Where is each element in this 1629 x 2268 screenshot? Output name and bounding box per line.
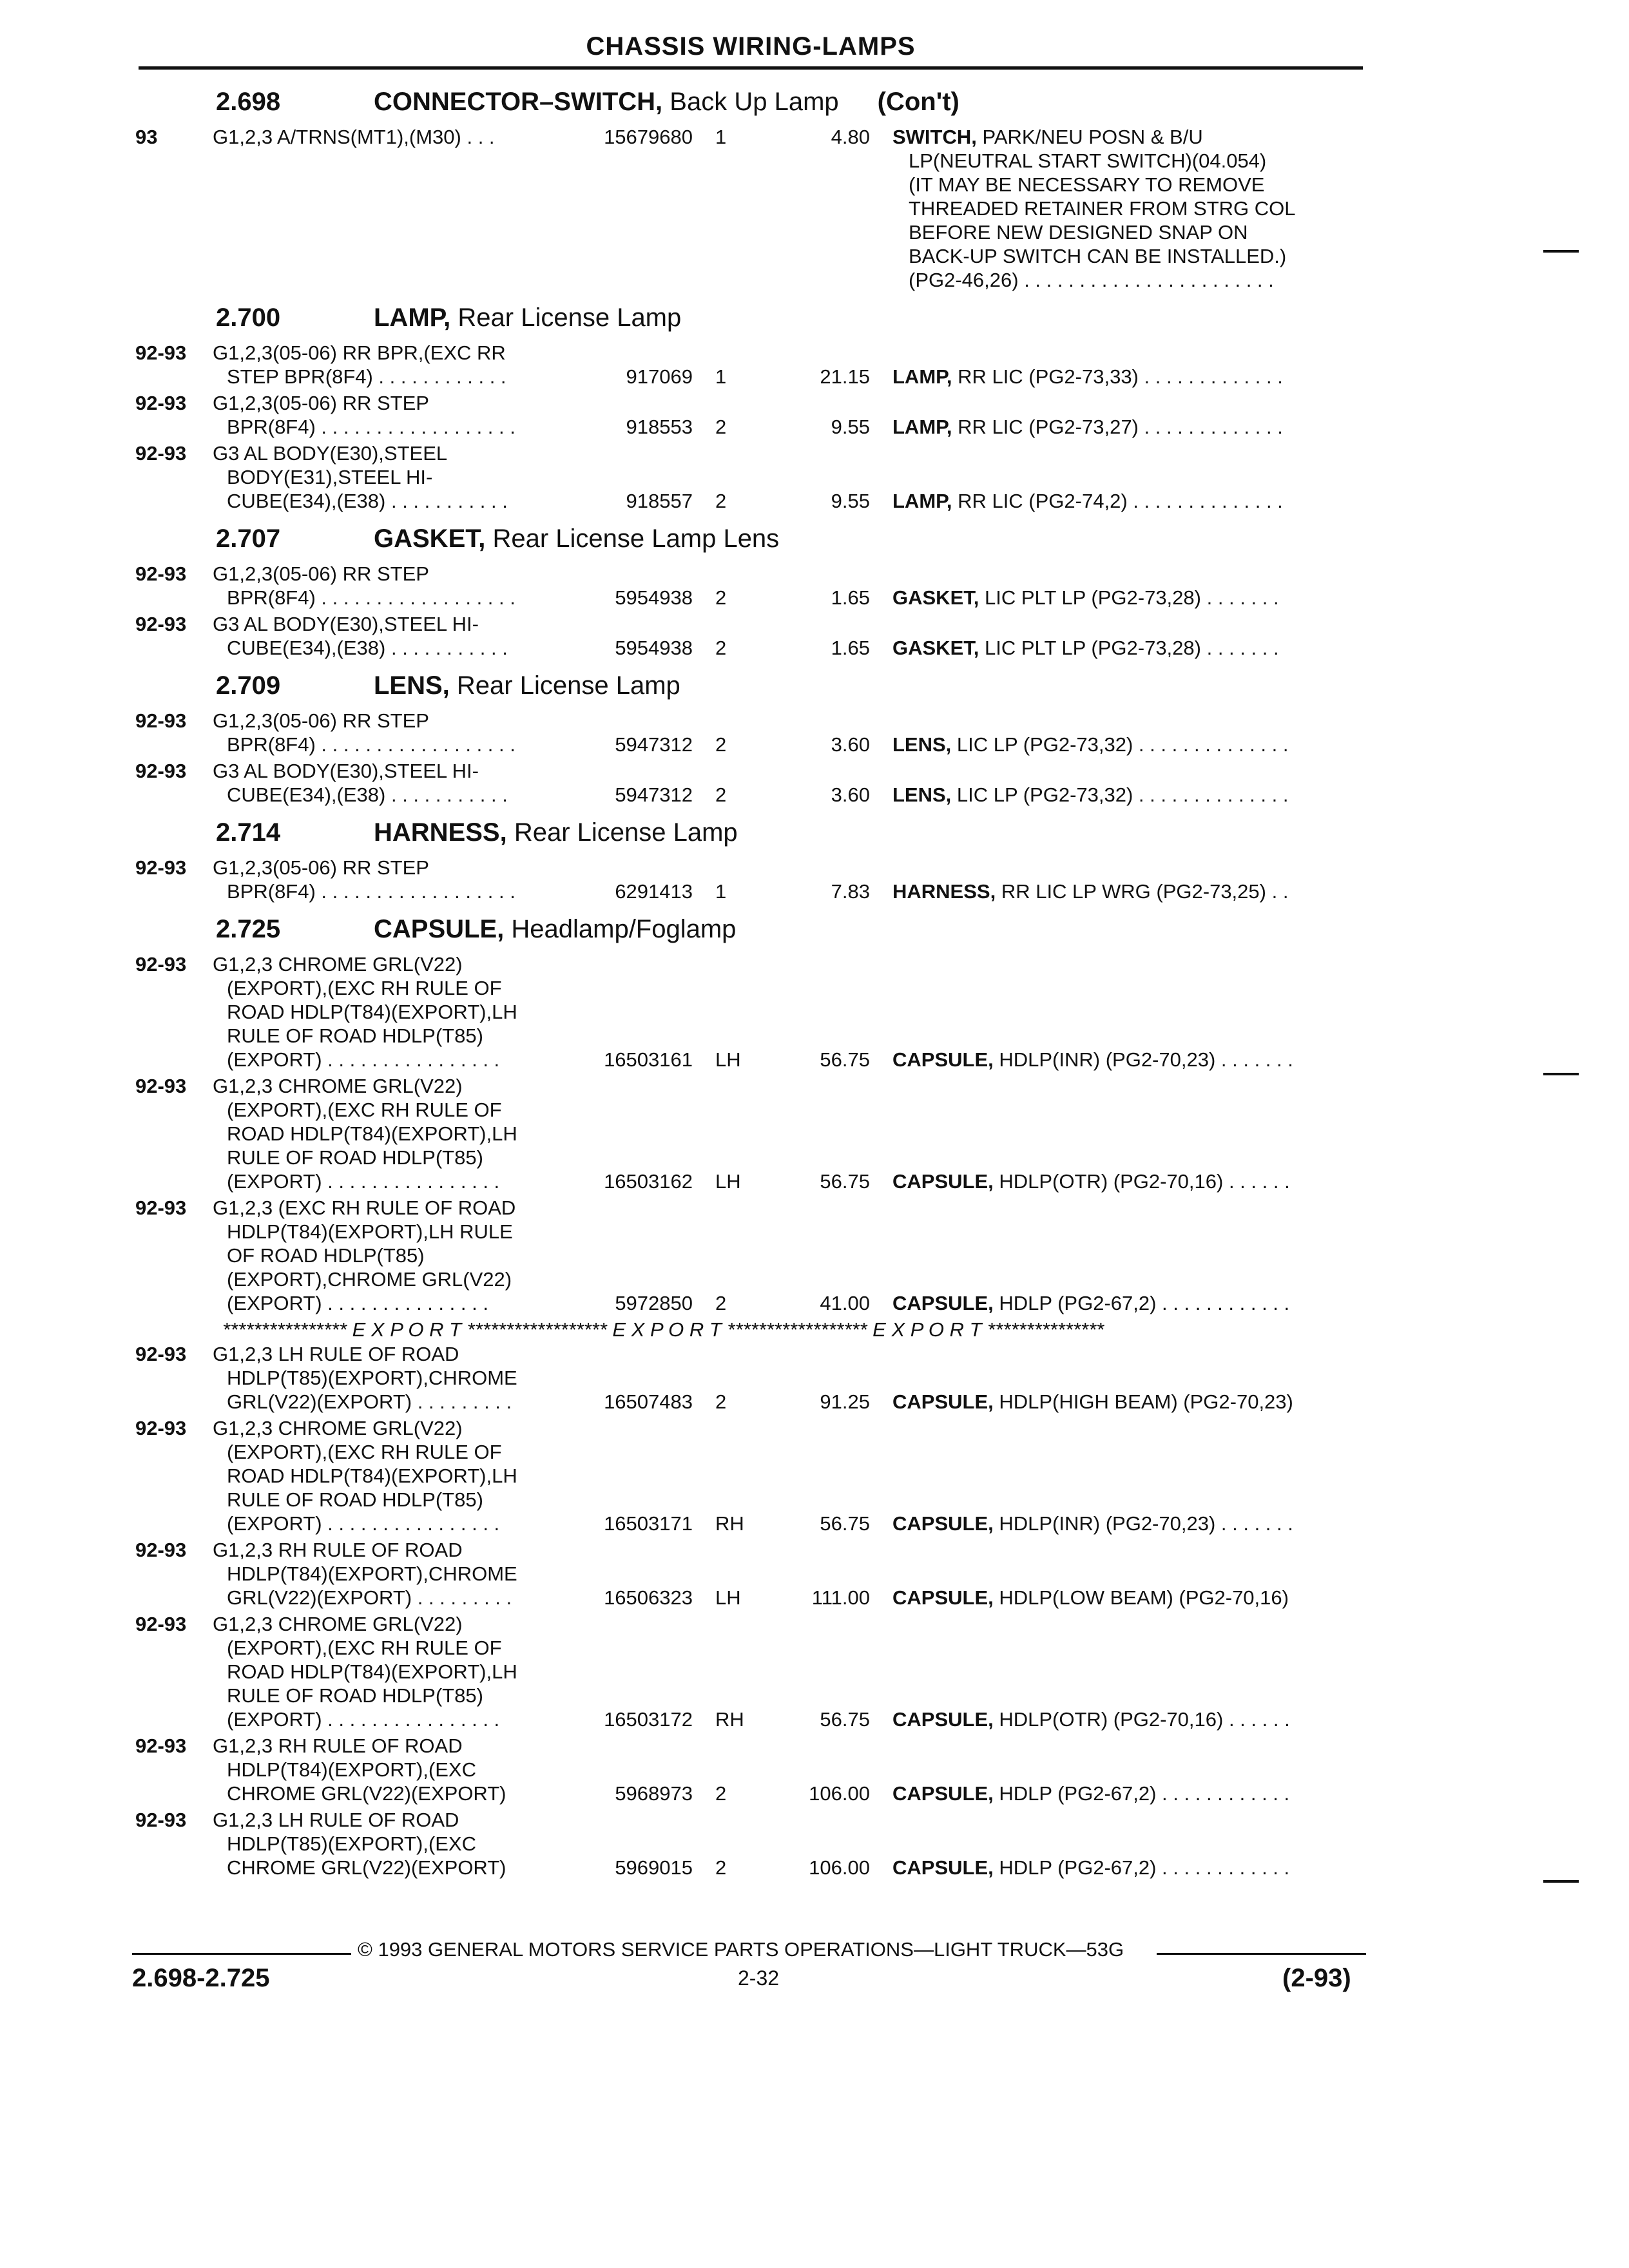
parts-row: [0, 1734, 1629, 1808]
comment-text: LIC PLT LP (PG2-73,28) . . . . . . .: [979, 637, 1279, 659]
part-comment: [892, 1707, 1366, 1731]
parts-row: [0, 1342, 1629, 1416]
comment-line: [892, 783, 1366, 807]
part-number: 5947312: [615, 783, 693, 806]
section-title-rest: Back Up Lamp: [662, 88, 839, 116]
usage-description: [213, 1612, 574, 1731]
usage-line: CHROME GRL(V22)(EXPORT): [227, 1856, 506, 1879]
usage-line: CHROME GRL(V22)(EXPORT): [227, 1782, 506, 1805]
usage-line: CUBE(E34),(E38) . . . . . . . . . . .: [227, 783, 508, 806]
parts-row: [0, 1808, 1629, 1882]
usage-line: HDLP(T84)(EXPORT),(EXC: [227, 1758, 476, 1781]
comment-text: RR LIC LP WRG (PG2-73,25) . .: [996, 880, 1289, 903]
part-comment: [892, 1856, 1366, 1879]
comment-keyword: LENS,: [892, 783, 952, 806]
quantity: LH: [715, 1048, 741, 1071]
part-number: 5954938: [615, 586, 693, 609]
margin-tick: [1543, 1073, 1579, 1075]
footer-rule-left: [132, 1953, 351, 1955]
usage-line: CUBE(E34),(E38) . . . . . . . . . . .: [227, 490, 508, 512]
price: 56.75: [820, 1048, 870, 1071]
usage-description: [213, 441, 574, 513]
parts-row: [0, 1196, 1629, 1318]
part-comment: [892, 489, 1366, 513]
price: 56.75: [820, 1170, 870, 1193]
export-divider: [0, 1318, 1629, 1342]
comment-text: HDLP(LOW BEAM) (PG2-70,16): [993, 1586, 1289, 1609]
usage-line: HDLP(T85)(EXPORT),CHROME: [227, 1367, 517, 1389]
comment-text: HDLP(OTR) (PG2-70,16) . . . . . .: [993, 1170, 1290, 1193]
model-year: 92-93: [135, 1417, 187, 1439]
comment-line: [892, 415, 1366, 439]
model-year: 92-93: [135, 1075, 187, 1097]
price: 3.60: [831, 733, 870, 756]
comment-text: HDLP (PG2-67,2) . . . . . . . . . . . .: [993, 1292, 1290, 1314]
comment-line: THREADED RETAINER FROM STRG COL: [909, 197, 1296, 220]
price: 21.15: [820, 365, 870, 388]
usage-line: RULE OF ROAD HDLP(T85): [227, 1024, 483, 1047]
price: 1.65: [831, 586, 870, 609]
usage-description: [213, 612, 574, 660]
usage-description: [213, 709, 574, 756]
model-year: 93: [135, 126, 158, 148]
part-number: 16503172: [604, 1708, 693, 1731]
section-title: [374, 303, 681, 332]
comment-line: [892, 1048, 1366, 1072]
usage-line: (EXPORT) . . . . . . . . . . . . . . . .: [227, 1048, 500, 1071]
quantity: LH: [715, 1170, 741, 1193]
continued-label: (Con't): [877, 88, 959, 116]
footer-copyright: © 1993 GENERAL MOTORS SERVICE PARTS OPERATIONS—LIGHT TRUCK—53G: [358, 1938, 1124, 1961]
comment-line: [892, 1586, 1366, 1610]
parts-row: [0, 1416, 1629, 1538]
quantity: 2: [715, 490, 727, 512]
comment-keyword: LENS,: [892, 733, 952, 756]
usage-line: G1,2,3 RH RULE OF ROAD: [213, 1735, 463, 1757]
margin-tick: [1543, 1880, 1579, 1883]
section-title-bold: GASKET,: [374, 524, 486, 553]
usage-line: ROAD HDLP(T84)(EXPORT),LH: [227, 1122, 517, 1145]
usage-line: G3 AL BODY(E30),STEEL: [213, 442, 448, 465]
usage-line: (EXPORT) . . . . . . . . . . . . . . .: [227, 1292, 488, 1314]
parts-row: [0, 125, 1629, 294]
part-comment: [892, 636, 1366, 660]
model-year: 92-93: [135, 1735, 187, 1757]
price: 56.75: [820, 1512, 870, 1535]
parts-row: [0, 952, 1629, 1074]
model-year: 92-93: [135, 1809, 187, 1831]
section-title-bold: LAMP,: [374, 303, 451, 332]
part-number: 5972850: [615, 1292, 693, 1314]
section-title-bold: CONNECTOR–SWITCH,: [374, 88, 663, 116]
parts-listing: [0, 79, 1629, 1882]
usage-line: G1,2,3 CHROME GRL(V22): [213, 953, 463, 975]
section-number: 2.707: [216, 524, 281, 553]
quantity: 2: [715, 637, 727, 659]
usage-line: HDLP(T84)(EXPORT),CHROME: [227, 1562, 517, 1585]
part-number: 5969015: [615, 1856, 693, 1879]
parts-row: [0, 1538, 1629, 1612]
usage-line: G3 AL BODY(E30),STEEL HI-: [213, 613, 479, 635]
usage-line: (EXPORT),(EXC RH RULE OF: [227, 1637, 502, 1659]
model-year: 92-93: [135, 1613, 187, 1635]
section-number: 2.709: [216, 671, 281, 700]
usage-description: [213, 856, 574, 903]
section-title: [374, 88, 959, 117]
part-comment: [892, 365, 1366, 389]
section-title-rest: Headlamp/Foglamp: [504, 915, 737, 943]
model-year: 92-93: [135, 1343, 187, 1365]
section-heading: [0, 79, 1629, 125]
price: 4.80: [831, 126, 870, 148]
part-comment: [892, 1291, 1366, 1315]
part-comment: [892, 1390, 1366, 1414]
quantity: 2: [715, 1782, 727, 1805]
quantity: 2: [715, 586, 727, 609]
comment-line: (PG2-46,26) . . . . . . . . . . . . . . . . . . . . . . .: [909, 269, 1274, 291]
parts-row: [0, 612, 1629, 662]
part-number: 16507483: [604, 1390, 693, 1413]
usage-description: [213, 1538, 574, 1610]
comment-line: [892, 1707, 1366, 1731]
usage-line: G1,2,3 CHROME GRL(V22): [213, 1417, 463, 1439]
comment-line: LP(NEUTRAL START SWITCH)(04.054): [909, 149, 1267, 172]
usage-line: BODY(E31),STEEL HI-: [227, 466, 433, 488]
part-number: 16503171: [604, 1512, 693, 1535]
usage-line: G1,2,3(05-06) RR STEP: [213, 709, 429, 732]
usage-line: G1,2,3 A/TRNS(MT1),(M30) . . .: [213, 126, 495, 148]
model-year: 92-93: [135, 341, 187, 364]
usage-line: (EXPORT),(EXC RH RULE OF: [227, 1441, 502, 1463]
comment-text: HDLP(INR) (PG2-70,23) . . . . . . .: [993, 1512, 1293, 1535]
section-number: 2.698: [216, 88, 281, 116]
part-comment: [892, 783, 1366, 807]
usage-line: G1,2,3 LH RULE OF ROAD: [213, 1809, 459, 1831]
usage-line: ROAD HDLP(T84)(EXPORT),LH: [227, 1465, 517, 1487]
margin-tick: [1543, 250, 1579, 253]
comment-text: HDLP (PG2-67,2) . . . . . . . . . . . .: [993, 1856, 1290, 1879]
comment-text: RR LIC (PG2-73,33) . . . . . . . . . . . . .: [952, 365, 1283, 388]
section-title-rest: Rear License Lamp: [506, 818, 738, 847]
section-heading: [0, 294, 1629, 341]
price: 106.00: [809, 1856, 870, 1879]
price: 91.25: [820, 1390, 870, 1413]
model-year: 92-93: [135, 613, 187, 635]
usage-line: GRL(V22)(EXPORT) . . . . . . . . .: [227, 1390, 512, 1413]
usage-description: [213, 759, 574, 807]
section-number: 2.725: [216, 915, 281, 943]
quantity: 2: [715, 733, 727, 756]
section-heading: [0, 515, 1629, 562]
comment-text: HDLP(INR) (PG2-70,23) . . . . . . .: [993, 1048, 1293, 1071]
part-comment: [892, 1169, 1366, 1193]
comment-line: [892, 365, 1366, 389]
part-number: 16503161: [604, 1048, 693, 1071]
comment-line: [892, 733, 1366, 756]
comment-keyword: CAPSULE,: [892, 1708, 994, 1731]
quantity: RH: [715, 1512, 744, 1535]
part-number: 5947312: [615, 733, 693, 756]
header-rule: [139, 66, 1363, 70]
usage-line: BPR(8F4) . . . . . . . . . . . . . . . . . .: [227, 733, 516, 756]
comment-text: HDLP(OTR) (PG2-70,16) . . . . . .: [993, 1708, 1290, 1731]
part-number: 5968973: [615, 1782, 693, 1805]
comment-text: HDLP (PG2-67,2) . . . . . . . . . . . .: [993, 1782, 1290, 1805]
usage-line: HDLP(T85)(EXPORT),(EXC: [227, 1832, 476, 1855]
comment-keyword: LAMP,: [892, 490, 952, 512]
comment-keyword: CAPSULE,: [892, 1512, 994, 1535]
usage-line: GRL(V22)(EXPORT) . . . . . . . . .: [227, 1586, 512, 1609]
usage-description: [213, 1416, 574, 1535]
usage-line: G1,2,3(05-06) RR STEP: [213, 562, 429, 585]
usage-line: G1,2,3(05-06) RR STEP: [213, 856, 429, 879]
usage-line: (EXPORT) . . . . . . . . . . . . . . . .: [227, 1170, 500, 1193]
usage-line: RULE OF ROAD HDLP(T85): [227, 1488, 483, 1511]
comment-line: [892, 586, 1366, 610]
usage-description: [213, 952, 574, 1072]
quantity: 2: [715, 1390, 727, 1413]
comment-text: LIC PLT LP (PG2-73,28) . . . . . . .: [979, 586, 1279, 609]
section-title-rest: Rear License Lamp Lens: [485, 524, 780, 553]
comment-line: [892, 636, 1366, 660]
usage-line: ROAD HDLP(T84)(EXPORT),LH: [227, 1001, 517, 1023]
comment-keyword: CAPSULE,: [892, 1292, 994, 1314]
comment-keyword: CAPSULE,: [892, 1782, 994, 1805]
model-year: 92-93: [135, 953, 187, 975]
section-title-bold: CAPSULE,: [374, 915, 505, 943]
comment-text: PARK/NEU POSN & B/U: [976, 126, 1203, 148]
part-comment: [892, 1512, 1366, 1535]
quantity: 1: [715, 880, 727, 903]
part-number: 5954938: [615, 637, 693, 659]
model-year: 92-93: [135, 709, 187, 732]
comment-keyword: LAMP,: [892, 365, 952, 388]
comment-line: BEFORE NEW DESIGNED SNAP ON: [909, 221, 1248, 244]
quantity: 2: [715, 783, 727, 806]
section-title: [374, 915, 736, 944]
usage-description: [213, 562, 574, 610]
price: 1.65: [831, 637, 870, 659]
price: 7.83: [831, 880, 870, 903]
usage-line: G1,2,3(05-06) RR BPR,(EXC RR: [213, 341, 506, 364]
usage-line: BPR(8F4) . . . . . . . . . . . . . . . . . .: [227, 586, 516, 609]
footer-page-number: 2-32: [738, 1966, 780, 1990]
usage-line: G1,2,3 RH RULE OF ROAD: [213, 1539, 463, 1561]
comment-keyword: CAPSULE,: [892, 1390, 994, 1413]
parts-row: [0, 856, 1629, 906]
footer-rule-right: [1157, 1953, 1366, 1955]
section-heading: [0, 662, 1629, 709]
model-year: 92-93: [135, 1539, 187, 1561]
usage-line: G1,2,3 LH RULE OF ROAD: [213, 1343, 459, 1365]
section-title: [374, 671, 680, 700]
comment-text: LIC LP (PG2-73,32) . . . . . . . . . . . . . .: [951, 733, 1289, 756]
part-comment: [892, 415, 1366, 439]
quantity: LH: [715, 1586, 741, 1609]
usage-line: (EXPORT) . . . . . . . . . . . . . . . .: [227, 1512, 500, 1535]
section-number: 2.714: [216, 818, 281, 847]
usage-line: G1,2,3 (EXC RH RULE OF ROAD: [213, 1196, 516, 1219]
usage-description: [213, 1808, 574, 1879]
usage-description: [213, 125, 574, 149]
parts-row: [0, 1074, 1629, 1196]
comment-line: [892, 1291, 1366, 1315]
part-comment: [892, 1048, 1366, 1072]
comment-keyword: HARNESS,: [892, 880, 996, 903]
comment-keyword: SWITCH,: [892, 126, 977, 148]
comment-line: [892, 1390, 1366, 1414]
model-year: 92-93: [135, 856, 187, 879]
comment-keyword: GASKET,: [892, 637, 979, 659]
section-title-bold: HARNESS,: [374, 818, 507, 847]
section-title-rest: Rear License Lamp: [450, 303, 682, 332]
parts-row: [0, 1612, 1629, 1734]
section-title-bold: LENS,: [374, 671, 450, 700]
comment-line: [892, 489, 1366, 513]
footer-revision-date: (2-93): [1282, 1964, 1351, 1992]
price: 41.00: [820, 1292, 870, 1314]
comment-keyword: CAPSULE,: [892, 1048, 994, 1071]
comment-line: [892, 125, 1366, 149]
part-comment: [892, 879, 1366, 903]
price: 111.00: [811, 1586, 870, 1609]
part-number: 917069: [626, 365, 693, 388]
quantity: 2: [715, 416, 727, 438]
usage-line: RULE OF ROAD HDLP(T85): [227, 1684, 483, 1707]
parts-row: [0, 441, 1629, 515]
price: 9.55: [831, 490, 870, 512]
price: 56.75: [820, 1708, 870, 1731]
section-title: [374, 524, 779, 553]
model-year: 92-93: [135, 442, 187, 465]
quantity: 1: [715, 126, 727, 148]
quantity: 2: [715, 1292, 727, 1314]
comment-keyword: CAPSULE,: [892, 1856, 994, 1879]
model-year: 92-93: [135, 392, 187, 414]
usage-line: G1,2,3(05-06) RR STEP: [213, 392, 429, 414]
usage-line: (EXPORT),(EXC RH RULE OF: [227, 977, 502, 999]
part-number: 15679680: [604, 126, 693, 148]
usage-line: BPR(8F4) . . . . . . . . . . . . . . . . . .: [227, 880, 516, 903]
usage-line: (EXPORT),CHROME GRL(V22): [227, 1268, 512, 1291]
comment-keyword: GASKET,: [892, 586, 979, 609]
parts-row: [0, 341, 1629, 391]
part-comment: [892, 1586, 1366, 1610]
model-year: 92-93: [135, 562, 187, 585]
export-marker: **************** E X P O R T ****************** E X P O R T ****************** E X P O R T ***************: [222, 1318, 1104, 1341]
part-number: 16503162: [604, 1170, 693, 1193]
usage-line: G1,2,3 CHROME GRL(V22): [213, 1075, 463, 1097]
comment-line: [892, 879, 1366, 903]
quantity: 1: [715, 365, 727, 388]
part-comment: [892, 125, 1366, 292]
section-title-rest: Rear License Lamp: [449, 671, 680, 700]
comment-line: [892, 1512, 1366, 1535]
part-number: 918553: [626, 416, 693, 438]
usage-line: ROAD HDLP(T84)(EXPORT),LH: [227, 1660, 517, 1683]
section-title: [374, 818, 738, 847]
part-comment: [892, 586, 1366, 610]
usage-line: HDLP(T84)(EXPORT),LH RULE: [227, 1220, 513, 1243]
model-year: 92-93: [135, 1196, 187, 1219]
comment-line: [892, 1782, 1366, 1805]
usage-description: [213, 341, 574, 389]
part-number: 16506323: [604, 1586, 693, 1609]
usage-line: OF ROAD HDLP(T85): [227, 1244, 425, 1267]
part-comment: [892, 1782, 1366, 1805]
parts-row: [0, 709, 1629, 759]
usage-description: [213, 1342, 574, 1414]
comment-line: [892, 1169, 1366, 1193]
comment-text: LIC LP (PG2-73,32) . . . . . . . . . . . . . .: [951, 783, 1289, 806]
usage-line: (EXPORT) . . . . . . . . . . . . . . . .: [227, 1708, 500, 1731]
usage-description: [213, 1074, 574, 1193]
usage-line: STEP BPR(8F4) . . . . . . . . . . . .: [227, 365, 506, 388]
parts-row: [0, 391, 1629, 441]
usage-line: G3 AL BODY(E30),STEEL HI-: [213, 760, 479, 782]
section-heading: [0, 809, 1629, 856]
comment-text: HDLP(HIGH BEAM) (PG2-70,23): [993, 1390, 1293, 1413]
section-heading: [0, 906, 1629, 952]
part-number: 918557: [626, 490, 693, 512]
usage-description: [213, 391, 574, 439]
usage-line: (EXPORT),(EXC RH RULE OF: [227, 1099, 502, 1121]
comment-line: (IT MAY BE NECESSARY TO REMOVE: [909, 173, 1265, 196]
usage-line: BPR(8F4) . . . . . . . . . . . . . . . . . .: [227, 416, 516, 438]
footer-section-range: 2.698-2.725: [132, 1964, 270, 1992]
price: 106.00: [809, 1782, 870, 1805]
usage-description: [213, 1196, 574, 1315]
page-header: CHASSIS WIRING-LAMPS: [586, 32, 916, 61]
usage-description: [213, 1734, 574, 1805]
comment-line: BACK-UP SWITCH CAN BE INSTALLED.): [909, 245, 1287, 267]
price: 3.60: [831, 783, 870, 806]
quantity: 2: [715, 1856, 727, 1879]
parts-row: [0, 759, 1629, 809]
usage-line: CUBE(E34),(E38) . . . . . . . . . . .: [227, 637, 508, 659]
comment-text: RR LIC (PG2-73,27) . . . . . . . . . . . . .: [952, 416, 1283, 438]
comment-keyword: CAPSULE,: [892, 1170, 994, 1193]
comment-text: RR LIC (PG2-74,2) . . . . . . . . . . . . . .: [952, 490, 1283, 512]
comment-keyword: CAPSULE,: [892, 1586, 994, 1609]
usage-line: RULE OF ROAD HDLP(T85): [227, 1146, 483, 1169]
section-number: 2.700: [216, 303, 281, 332]
comment-line: [892, 1856, 1366, 1879]
comment-keyword: LAMP,: [892, 416, 952, 438]
part-comment: [892, 733, 1366, 756]
part-number: 6291413: [615, 880, 693, 903]
model-year: 92-93: [135, 760, 187, 782]
usage-line: G1,2,3 CHROME GRL(V22): [213, 1613, 463, 1635]
quantity: RH: [715, 1708, 744, 1731]
price: 9.55: [831, 416, 870, 438]
parts-row: [0, 562, 1629, 612]
